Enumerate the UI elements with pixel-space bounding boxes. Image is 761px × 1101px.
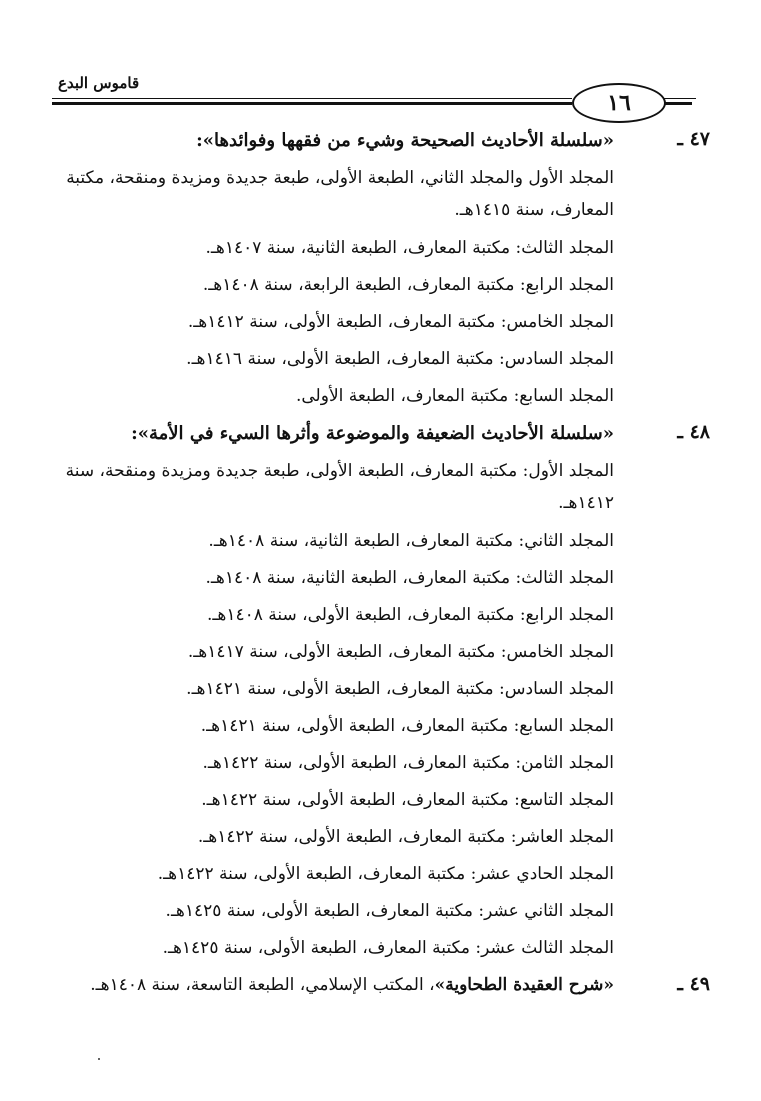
volume-line: المجلد الثامن: مكتبة المعارف، الطبعة الأولى، سنة ١٤٢٢هـ.: [202, 753, 614, 773]
page-number-badge: [572, 83, 666, 123]
volume-line: المجلد الحادي عشر: مكتبة المعارف، الطبعة الأولى، سنة ١٤٢٢هـ.: [157, 864, 614, 884]
entry-title: «سلسلة الأحاديث الضعيفة والموضوعة وأثرها السيء في الأمة»:: [131, 423, 614, 444]
entry-title: «شرح العقيدة الطحاوية»: [434, 975, 614, 995]
volume-line: المجلد الثاني عشر: مكتبة المعارف، الطبعة الأولى، سنة ١٤٢٥هـ.: [165, 901, 614, 921]
entry-number: ٤٨ ـ: [677, 421, 710, 443]
header-rule-tail-thin: [662, 98, 696, 99]
entry-details: ، المكتب الإسلامي، الطبعة التاسعة، سنة ١٤٠٨هـ.: [90, 975, 435, 995]
volume-line: المجلد الثاني: مكتبة المعارف، الطبعة الثانية، سنة ١٤٠٨هـ.: [208, 531, 614, 551]
entry-title: «سلسلة الأحاديث الصحيحة وشيء من فقهها وفوائدها»:: [196, 130, 614, 151]
bibliography-entry-49: [0, 967, 761, 1005]
volume-line: المجلد الخامس: مكتبة المعارف، الطبعة الأولى، سنة ١٤١٢هـ.: [187, 312, 614, 332]
volume-line: المجلد السادس: مكتبة المعارف، الطبعة الأولى، سنة ١٤٢١هـ.: [186, 679, 614, 699]
volume-line: المجلد الرابع: مكتبة المعارف، الطبعة الأولى، سنة ١٤٠٨هـ.: [206, 605, 614, 625]
page-content: [0, 122, 761, 1005]
volume-line: المجلد السابع: مكتبة المعارف، الطبعة الأولى، سنة ١٤٢١هـ.: [200, 716, 614, 736]
scan-speck: [98, 1058, 100, 1060]
entry-number: ٤٩ ـ: [677, 973, 710, 995]
entry-body: [64, 967, 614, 1005]
volume-line: المجلد الخامس: مكتبة المعارف، الطبعة الأولى، سنة ١٤١٧هـ.: [187, 642, 614, 662]
header-rule-tail-thick: [662, 102, 692, 105]
volume-line: المجلد السادس: مكتبة المعارف، الطبعة الأولى، سنة ١٤١٦هـ.: [186, 349, 614, 369]
entry-number: ٤٧ ـ: [677, 128, 710, 150]
volume-line: المجلد الأول والمجلد الثاني، الطبعة الأولى، طبعة جديدة ومزيدة ومنقحة، مكتبة المعارف، سنة ١٤١٥هـ.: [66, 168, 614, 220]
volume-line: المجلد الأول: مكتبة المعارف، الطبعة الأولى، طبعة جديدة ومزيدة ومنقحة، سنة ١٤١٢هـ.: [65, 461, 614, 513]
running-header-title: قاموس البدع: [58, 74, 140, 92]
volume-line: المجلد التاسع: مكتبة المعارف، الطبعة الأولى، سنة ١٤٢٢هـ.: [201, 790, 614, 810]
volume-line: المجلد الثالث: مكتبة المعارف، الطبعة الثانية، سنة ١٤٠٧هـ.: [205, 238, 614, 258]
header-rule-thick: [52, 102, 572, 105]
bibliography-entry-48: [0, 415, 761, 967]
bibliography-entry-47: [0, 122, 761, 415]
volume-line: المجلد السابع: مكتبة المعارف، الطبعة الأولى.: [295, 386, 614, 406]
page-number: ١٦: [607, 90, 631, 116]
header-rule-thin: [52, 98, 572, 99]
volume-line: المجلد الثالث: مكتبة المعارف، الطبعة الثانية، سنة ١٤٠٨هـ.: [205, 568, 614, 588]
volume-line: المجلد العاشر: مكتبة المعارف، الطبعة الأولى، سنة ١٤٢٢هـ.: [197, 827, 614, 847]
volume-line: المجلد الثالث عشر: مكتبة المعارف، الطبعة الأولى، سنة ١٤٢٥هـ.: [162, 938, 614, 958]
volume-line: المجلد الرابع: مكتبة المعارف، الطبعة الرابعة، سنة ١٤٠٨هـ.: [202, 275, 614, 295]
